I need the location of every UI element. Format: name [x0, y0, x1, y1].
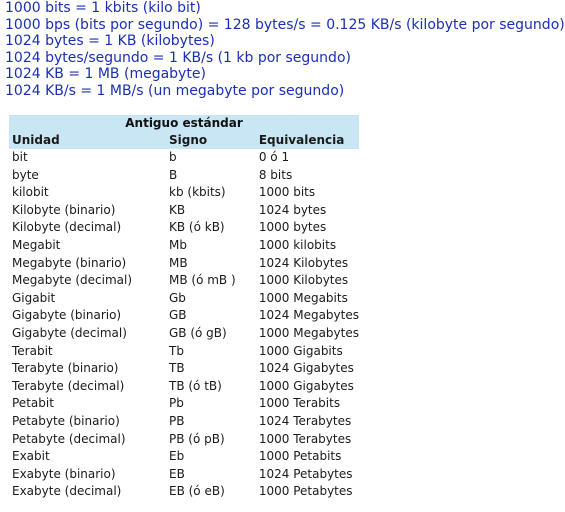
- cell-equivalencia: 1000 kilobits: [258, 237, 337, 252]
- cell-signo: Eb: [169, 449, 185, 464]
- table-row: [9, 395, 359, 413]
- table-header-row: [9, 132, 359, 149]
- cell-equivalencia: 1024 Petabytes: [258, 466, 353, 481]
- table-caption: Antiguo estándar: [9, 115, 359, 132]
- cell-signo: EB (ó eB): [169, 484, 225, 499]
- table-row: [9, 448, 359, 466]
- table-row: [9, 378, 359, 396]
- cell-equivalencia: 1024 bytes: [258, 202, 327, 217]
- cell-signo: MB: [169, 255, 188, 270]
- cell-signo: EB: [169, 466, 185, 481]
- cell-unidad: Kilobyte (binario): [12, 202, 116, 217]
- cell-signo: Gb: [169, 290, 186, 305]
- cell-unidad: Exabyte (decimal): [12, 484, 122, 499]
- table-row: [9, 360, 359, 378]
- units-table: [9, 132, 359, 501]
- table-row: [9, 272, 359, 290]
- cell-unidad: Petabit: [12, 396, 54, 411]
- table-row: [9, 202, 359, 220]
- intro-line: 1000 bits = 1 kbits (kilo bit): [5, 0, 201, 16]
- intro-definitions: [5, 0, 565, 99]
- cell-equivalencia: 1024 Kilobytes: [258, 255, 349, 270]
- table-row: [9, 343, 359, 361]
- cell-signo: TB: [169, 361, 185, 376]
- cell-equivalencia: 1000 Megabits: [258, 290, 348, 305]
- units-table-container: [9, 115, 359, 501]
- cell-unidad: kilobit: [12, 185, 49, 200]
- cell-equivalencia: 1000 Petabytes: [258, 484, 353, 499]
- cell-signo: TB (ó tB): [169, 378, 222, 393]
- table-row: [9, 149, 359, 167]
- table-row: [9, 413, 359, 431]
- table-row: [9, 167, 359, 185]
- table-row: [9, 255, 359, 273]
- cell-unidad: Megabyte (decimal): [12, 273, 132, 288]
- cell-equivalencia: 1000 Megabytes: [258, 325, 359, 340]
- header-signo: Signo: [166, 132, 256, 149]
- cell-unidad: bit: [12, 150, 28, 164]
- cell-signo: KB (ó kB): [169, 220, 225, 235]
- cell-equivalencia: 1000 Kilobytes: [258, 273, 349, 288]
- cell-unidad: Megabyte (binario): [12, 255, 127, 270]
- cell-equivalencia: 1000 bits: [258, 185, 316, 200]
- cell-signo: GB: [169, 308, 187, 323]
- cell-equivalencia: 1000 Terabits: [258, 396, 341, 411]
- cell-equivalencia: 8 bits: [258, 167, 293, 182]
- cell-signo: PB: [169, 413, 185, 428]
- header-unidad: Unidad: [9, 132, 166, 149]
- cell-unidad: Terabyte (binario): [12, 361, 119, 376]
- cell-equivalencia: 1000 bytes: [258, 220, 327, 235]
- table-row: [9, 237, 359, 255]
- cell-unidad: Exabit: [12, 449, 50, 464]
- cell-unidad: Terabit: [12, 343, 53, 358]
- cell-signo: Tb: [169, 343, 184, 358]
- cell-signo: Pb: [169, 396, 184, 411]
- intro-line: 1024 KB = 1 MB (megabyte): [5, 66, 206, 82]
- cell-signo: Mb: [169, 237, 187, 252]
- cell-unidad: Exabyte (binario): [12, 466, 116, 481]
- table-row: [9, 483, 359, 501]
- cell-unidad: byte: [12, 167, 39, 182]
- cell-equivalencia: 1024 Terabytes: [258, 413, 352, 428]
- cell-equivalencia: 1000 Terabytes: [258, 431, 352, 446]
- cell-unidad: Petabyte (decimal): [12, 431, 126, 446]
- table-row: [9, 184, 359, 202]
- table-row: [9, 466, 359, 484]
- cell-signo: GB (ó gB): [169, 325, 227, 340]
- cell-signo: MB (ó mB ): [169, 273, 236, 288]
- cell-signo: kb (kbits): [169, 185, 226, 200]
- cell-unidad: Petabyte (binario): [12, 413, 120, 428]
- cell-unidad: Gigabyte (decimal): [12, 325, 127, 340]
- cell-unidad: Kilobyte (decimal): [12, 220, 122, 235]
- intro-line: 1024 bytes = 1 KB (kilobytes): [5, 33, 215, 49]
- table-row: [9, 325, 359, 343]
- cell-signo: KB: [169, 202, 186, 217]
- cell-unidad: Megabit: [12, 237, 61, 252]
- cell-signo: B: [169, 167, 178, 182]
- table-row: [9, 307, 359, 325]
- cell-unidad: Terabyte (decimal): [12, 378, 125, 393]
- cell-unidad: Gigabit: [12, 290, 56, 305]
- cell-equivalencia: 1000 Gigabits: [258, 343, 343, 358]
- table-row: [9, 290, 359, 308]
- intro-line: 1024 bytes/segundo = 1 KB/s (1 kb por segundo): [5, 49, 351, 66]
- cell-equivalencia: 1024 Megabytes: [258, 308, 359, 323]
- table-body: [9, 149, 359, 501]
- cell-signo: PB (ó pB): [169, 431, 225, 446]
- cell-equivalencia: 1000 Petabits: [258, 449, 342, 464]
- cell-equivalencia: 0 ó 1: [258, 150, 290, 164]
- intro-line: 1000 bps (bits por segundo) = 128 bytes/s = 0.125 KB/s (kilobyte por segundo): [5, 16, 565, 33]
- cell-equivalencia: 1000 Gigabytes: [258, 378, 354, 393]
- header-equivalencia: Equivalencia: [256, 132, 359, 149]
- table-row: [9, 431, 359, 449]
- cell-unidad: Gigabyte (binario): [12, 308, 122, 323]
- intro-line: 1024 KB/s = 1 MB/s (un megabyte por segundo): [5, 82, 345, 99]
- table-row: [9, 219, 359, 237]
- cell-signo: b: [169, 150, 177, 164]
- cell-equivalencia: 1024 Gigabytes: [258, 361, 354, 376]
